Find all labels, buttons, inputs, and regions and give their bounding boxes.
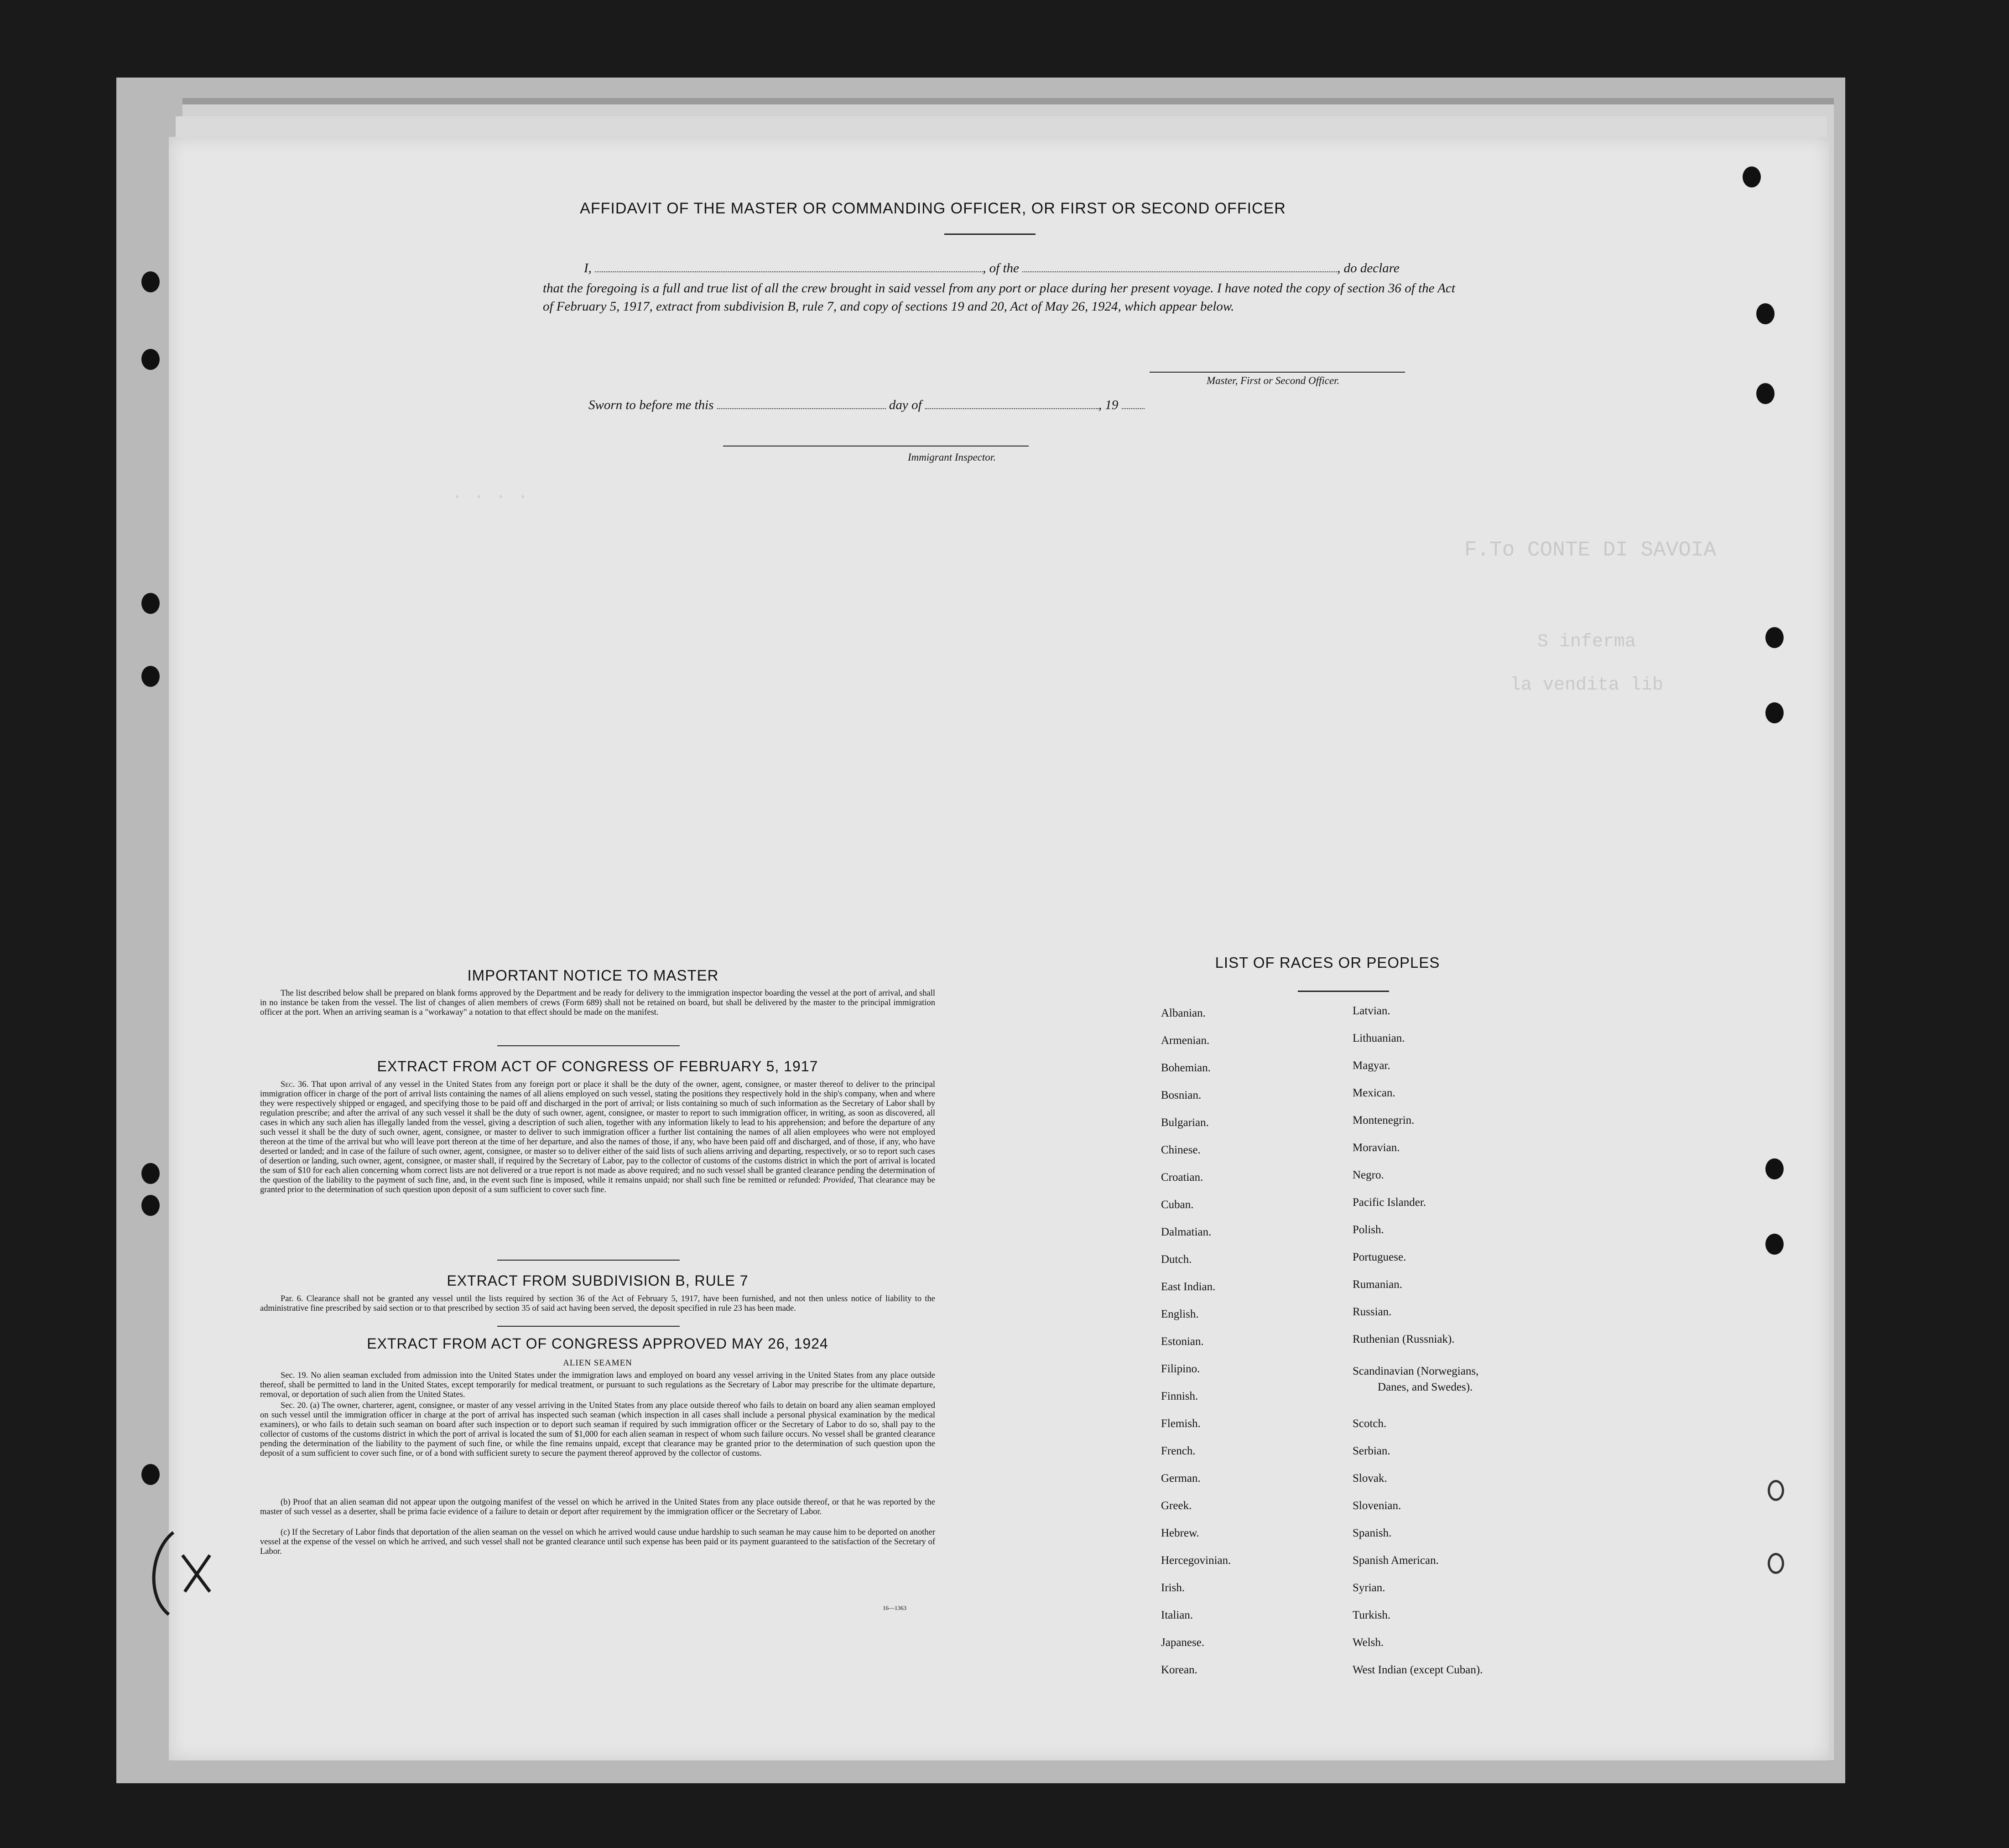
race-item: Welsh. bbox=[1353, 1636, 1384, 1649]
race-item: Turkish. bbox=[1353, 1609, 1391, 1621]
race-item: Magyar. bbox=[1353, 1059, 1390, 1072]
race-item: Dalmatian. bbox=[1161, 1226, 1212, 1238]
affidavit-declaration-line bbox=[584, 261, 1496, 276]
race-item: Montenegrin. bbox=[1353, 1114, 1415, 1126]
affidavit-i: I, bbox=[584, 261, 592, 275]
race-item: East Indian. bbox=[1161, 1281, 1216, 1293]
section-36-text: That upon arrival of any vessel in the United States from any foreign port or place it shall be the duty of the owner, agent, consignee, or master thereof to deliver to the principal immigration officer in charge of the port of arrival lists containing the names of all aliens employed on such vessel, stating the positions they respectively hold in the ship's company, when and where they were respectively shipped or engaged, and specifying those to be paid off and discharged in the port of arrival; or lists containing so much of such information as the Secretary of Labor shall by regulation prescribe; and after the arrival of any such vessel it shall be the duty of such owner, agent, consignee, or master to report to such immigration officer, in writing, as soon as discovered, all cases in which any such alien has illegally landed from the vessel, giving a description of such alien, together with any information likely to lead to his apprehension; and before the departure of any such vessel it shall be the duty of such owner, agent, consignee, or master to deliver to such immigration officer a further list containing the names of all alien employees who were not employed thereon at the time of the arrival but who will leave port thereon at the time of her departure, and also the names of those, if any, who have been paid off and discharged, and of those, if any, who have deserted or landed; and in case of the failure of such owner, agent, consignee, or master so to deliver either of the said lists of such aliens arriving and departing, respectively, or so to report such cases of desertion or landing, such owner, agent, consignee, or master shall, if required by the Secretary of Labor, pay to the collector of customs of the customs district in which the port of arrival is located the sum of $10 for each alien concerning whom correct lists are not delivered or a true report is not made as above required; and no such vessel shall be granted clearance pending the determination of the question of the liability to the payment of such fine, and, in the event such fine is imposed, while it remains unpaid; nor shall such fine be remitted or refunded: bbox=[260, 1080, 935, 1185]
race-item: Korean. bbox=[1161, 1664, 1197, 1676]
race-item: Moravian. bbox=[1353, 1142, 1400, 1154]
section-36-end: That clearance may be granted prior to the determination of such question upon deposit of a sum sufficient to cover such fine. bbox=[260, 1176, 936, 1194]
race-item: Greek. bbox=[1161, 1500, 1192, 1512]
section-36-label: Sec. 36. bbox=[281, 1080, 309, 1089]
handwritten-mark bbox=[141, 1523, 228, 1624]
race-item: Lithuanian. bbox=[1353, 1032, 1405, 1044]
binder-hole bbox=[1765, 1158, 1784, 1179]
notice-rule bbox=[497, 1045, 680, 1046]
binder-hole bbox=[141, 1195, 160, 1216]
race-item: Chinese. bbox=[1161, 1144, 1201, 1156]
race-item: Serbian. bbox=[1353, 1445, 1390, 1457]
race-item: Bohemian. bbox=[1161, 1062, 1211, 1074]
race-item: Slovenian. bbox=[1353, 1500, 1401, 1512]
race-item: Slovak. bbox=[1353, 1472, 1387, 1485]
vessel-blank[interactable] bbox=[1022, 267, 1337, 272]
title-rule bbox=[944, 234, 1036, 235]
race-item: Italian. bbox=[1161, 1609, 1193, 1621]
section-20c-text: (c) If the Secretary of Labor finds that deportation of the alien seaman on the vessel on which he arrived would cause undue hardship to such seaman he may cause him to be deported on another vessel at the expense of the vessel on which he arrived, and such vessel shall not be granted clearance until such expense has been paid or its payment guaranteed to the satisfaction of the Secretary of Labor. bbox=[260, 1528, 935, 1556]
race-item: Pacific Islander. bbox=[1353, 1196, 1426, 1209]
binder-hole bbox=[141, 1163, 160, 1184]
name-blank[interactable] bbox=[595, 267, 983, 272]
race-item: Latvian. bbox=[1353, 1005, 1390, 1017]
extract-1924-title: EXTRACT FROM ACT OF CONGRESS APPROVED MAY 26, 1924 bbox=[367, 1335, 828, 1352]
affidavit-declare: , do declare bbox=[1337, 261, 1400, 275]
race-item: Negro. bbox=[1353, 1169, 1384, 1181]
bleed-through-note1: S inferma bbox=[1537, 632, 1636, 652]
notice-text: The list described below shall be prepared on blank forms approved by the Department and be ready for delivery to the immigration inspector boarding the vessel at the port of arrival, and shall in no instance be taken from the vessel. The list of changes of alien members of crews (Form 689) shall not be retained on board, but shall be delivered by the master to the principal immigration officer at the port. When an arriving seaman is a "workaway" a notation to that effect should be made on the manifest. bbox=[260, 989, 935, 1017]
document-page bbox=[169, 137, 1829, 1760]
race-item-continued: Danes, and Swedes). bbox=[1378, 1381, 1473, 1393]
alien-seamen-subtitle: ALIEN SEAMEN bbox=[563, 1358, 632, 1368]
race-item: Bosnian. bbox=[1161, 1089, 1202, 1101]
affidavit-title: AFFIDAVIT OF THE MASTER OR COMMANDING OFFICER, OR FIRST OR SECOND OFFICER bbox=[580, 200, 1286, 217]
binder-hole bbox=[1756, 303, 1775, 324]
section-20a-text: Sec. 20. (a) The owner, charterer, agent, consignee, or master of any vessel arriving in the United States from any place outside thereof who fails to detain on board any alien seaman employed on such vessel until the immigration officer in charge at the port of arrival has inspected such seaman (which inspection in all cases shall include a personal physical examination by the medical examiners), or who fails to detain such seaman on board after such inspection or to deport such seaman if required by such immigration officer or the Secretary of Labor to do so, shall pay to the collector of customs of the customs district in which the port of arrival is located the sum of $1,000 for each alien seaman in respect of whom such failure occurs. No vessel shall be granted clearance pending the determination of the liability to the payment of such fine, or while the fine remains unpaid, except that clearance may be granted prior to the determination of such question upon the deposit of a sum sufficient to cover such fine, or of a bond with sufficient surety to secure the payment thereof approved by the collector of customs. bbox=[260, 1401, 935, 1458]
race-item: Polish. bbox=[1353, 1224, 1384, 1236]
inspector-signature-label: Immigrant Inspector. bbox=[908, 452, 996, 463]
binder-hole bbox=[141, 349, 160, 370]
extract-1917-text bbox=[260, 1080, 935, 1195]
bleed-through-note2: la vendita lib bbox=[1510, 675, 1664, 696]
race-item: Scandinavian (Norwegians, bbox=[1353, 1365, 1479, 1377]
race-item: Rumanian. bbox=[1353, 1278, 1403, 1291]
binder-hole bbox=[1743, 166, 1761, 187]
race-item: Irish. bbox=[1161, 1582, 1185, 1594]
form-number: 16—1363 bbox=[883, 1604, 906, 1611]
binder-hole-open bbox=[1768, 1480, 1784, 1501]
race-item: Dutch. bbox=[1161, 1253, 1192, 1266]
rule-7-rule bbox=[497, 1326, 680, 1327]
binder-hole bbox=[1756, 383, 1775, 404]
rule-7-title: EXTRACT FROM SUBDIVISION B, RULE 7 bbox=[447, 1272, 749, 1289]
bleed-through-vessel: F.To CONTE DI SAVOIA bbox=[1464, 538, 1717, 562]
race-item: Filipino. bbox=[1161, 1363, 1200, 1375]
sworn-day-blank[interactable] bbox=[717, 404, 886, 409]
section-19-text: Sec. 19. No alien seaman excluded from admission into the United States under the immigration laws and employed on board any vessel arriving in the United States from any place outside thereof, shall be permitted to land in the United States, except temporarily for medical treatment, or pursuant to such regulations as the Secretary of Labor may prescribe for the ultimate departure, removal, or deportation of such alien from the United States. bbox=[260, 1371, 935, 1399]
extract-1917-title: EXTRACT FROM ACT OF CONGRESS OF FEBRUARY 5, 1917 bbox=[377, 1058, 818, 1075]
race-item: Cuban. bbox=[1161, 1199, 1194, 1211]
binder-hole bbox=[141, 1464, 160, 1485]
race-item: Bulgarian. bbox=[1161, 1116, 1209, 1129]
affidavit-of-the: , of the bbox=[983, 261, 1019, 275]
binder-hole bbox=[141, 271, 160, 292]
binder-hole bbox=[141, 666, 160, 687]
race-item: Ruthenian (Russniak). bbox=[1353, 1333, 1455, 1345]
affidavit-body: that the foregoing is a full and true list of all the crew brought in said vessel from any port or place during her present voyage. I have noted the copy of section 36 of the Act of February 5, 1917, extract from subdivision B, rule 7, and copy of sections 19 and 20, Act of May 26, 1924, which appear below. bbox=[543, 281, 1455, 314]
race-item: Albanian. bbox=[1161, 1007, 1206, 1019]
race-item: Hebrew. bbox=[1161, 1527, 1199, 1539]
day-of-text: day of bbox=[889, 398, 922, 412]
sworn-year-blank[interactable] bbox=[1122, 404, 1145, 409]
year-text: , 19 bbox=[1098, 398, 1119, 412]
races-title: LIST OF RACES OR PEOPLES bbox=[1215, 954, 1440, 971]
race-item: Mexican. bbox=[1353, 1087, 1395, 1099]
race-item: Finnish. bbox=[1161, 1390, 1198, 1402]
race-item: Portuguese. bbox=[1353, 1251, 1406, 1263]
binder-hole bbox=[1765, 702, 1784, 723]
race-item: Japanese. bbox=[1161, 1636, 1205, 1649]
binder-hole bbox=[1765, 1234, 1784, 1255]
race-item: West Indian (except Cuban). bbox=[1353, 1664, 1483, 1676]
sworn-month-blank[interactable] bbox=[925, 404, 1098, 409]
race-item: Croatian. bbox=[1161, 1171, 1203, 1184]
race-item: Armenian. bbox=[1161, 1034, 1210, 1047]
binder-hole bbox=[1765, 627, 1784, 648]
section-20b-text: (b) Proof that an alien seaman did not appear upon the outgoing manifest of the vessel on which he arrived in the United States from any place outside thereof, or that he was reported by the master of such vessel as a deserter, shall be prima facie evidence of a failure to detain or deport after requirement by the immigration officer or the Secretary of Labor. bbox=[260, 1498, 935, 1516]
race-item: Estonian. bbox=[1161, 1335, 1204, 1348]
sworn-line bbox=[588, 398, 1273, 413]
race-item: Spanish. bbox=[1353, 1527, 1392, 1539]
binder-hole-open bbox=[1768, 1553, 1784, 1574]
extract-1917-rule bbox=[497, 1260, 680, 1261]
race-item: German. bbox=[1161, 1472, 1201, 1485]
provided-word: Provided, bbox=[823, 1176, 856, 1185]
race-item: French. bbox=[1161, 1445, 1196, 1457]
race-item: English. bbox=[1161, 1308, 1199, 1320]
sworn-text: Sworn to before me this bbox=[588, 398, 714, 412]
race-item: Spanish American. bbox=[1353, 1554, 1439, 1567]
notice-title: IMPORTANT NOTICE TO MASTER bbox=[467, 967, 719, 984]
binder-hole bbox=[141, 593, 160, 614]
rule-7-text: Par. 6. Clearance shall not be granted any vessel until the lists required by section 36 of the Act of February 5, 1917, have been furnished, and not then unless notice of liability to the administrative fine prescribed by said section or to that prescribed by section 35 of said act having been served, the deposit specified in rule 23 has been made. bbox=[260, 1294, 935, 1313]
race-item: Syrian. bbox=[1353, 1582, 1385, 1594]
master-signature-line[interactable] bbox=[1150, 372, 1405, 373]
bleed-through-rows: . . . . bbox=[452, 483, 529, 504]
race-item: Scotch. bbox=[1353, 1417, 1387, 1430]
race-item: Russian. bbox=[1353, 1306, 1392, 1318]
race-item: Flemish. bbox=[1161, 1417, 1201, 1430]
race-item: Hercegovinian. bbox=[1161, 1554, 1231, 1567]
master-signature-label: Master, First or Second Officer. bbox=[1207, 375, 1340, 386]
races-title-rule bbox=[1298, 991, 1389, 992]
